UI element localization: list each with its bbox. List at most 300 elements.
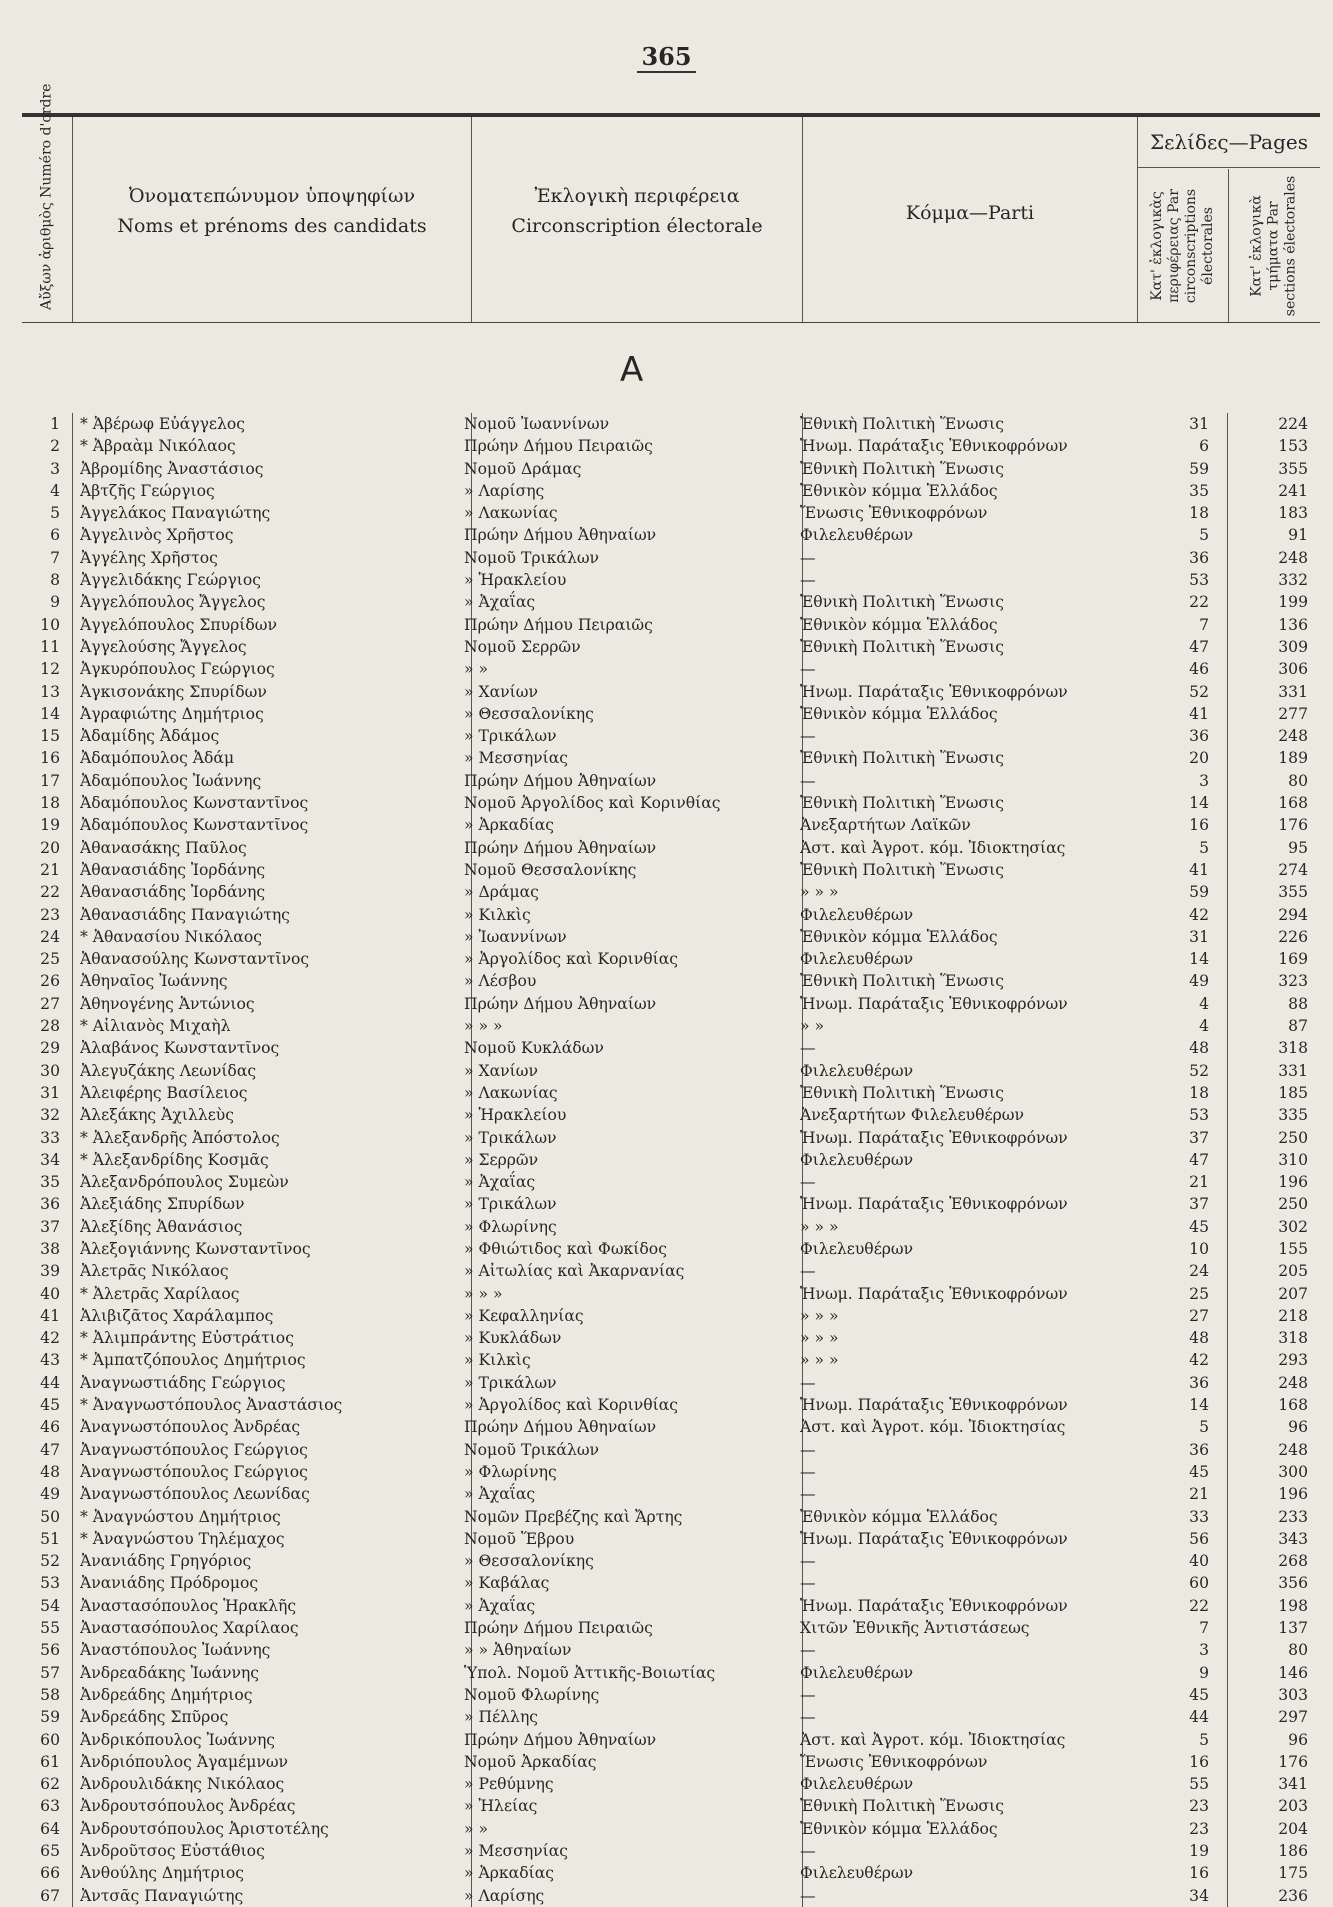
page-sect: 355 (1278, 459, 1308, 478)
party: Ἐθνικὸν κόμμα Ἑλλάδος (800, 615, 998, 634)
row-number: 36 (40, 1195, 60, 1214)
circonscription: » Φλωρίνης (464, 1217, 557, 1236)
row-number: 10 (40, 615, 60, 634)
circonscription: » » » (464, 1284, 503, 1303)
page-circ: 36 (1189, 1440, 1209, 1459)
table-row (22, 1729, 1320, 1751)
circonscription: Νομοῦ Τρικάλων (464, 1440, 600, 1459)
page-circ: 5 (1199, 526, 1209, 545)
row-number: 25 (40, 950, 60, 969)
circonscription: » Ἀχαΐας (464, 1485, 536, 1504)
page-circ: 41 (1189, 860, 1209, 879)
row-number: 3 (50, 459, 60, 478)
circonscription: » Ἀχαΐας (464, 593, 536, 612)
page-circ: 16 (1189, 816, 1209, 835)
row-number: 67 (40, 1886, 60, 1905)
table-row (22, 1639, 1320, 1661)
party: » » (800, 1017, 825, 1036)
page-sect: 95 (1288, 838, 1308, 857)
candidate-name: Ἀθανασάκης Παῦλος (80, 838, 247, 857)
table-row (22, 591, 1320, 613)
table-row (22, 1439, 1320, 1461)
table-row (22, 1416, 1320, 1438)
candidate-name: Ἀναστασόπουλος Ἡρακλῆς (80, 1596, 297, 1615)
candidate-name: * Ἀναγνώστου Δημήτριος (80, 1507, 281, 1526)
table-row (22, 1818, 1320, 1840)
table-row (22, 904, 1320, 926)
party: Φιλελευθέρων (800, 1239, 914, 1258)
page-sect: 96 (1288, 1730, 1308, 1749)
candidate-name: Ἀνδρουτσόπουλος Ἀριστοτέλης (80, 1819, 329, 1838)
circonscription: Νομοῦ Ἀρκαδίας (464, 1752, 597, 1771)
page-sect: 203 (1278, 1797, 1308, 1816)
table-row (22, 881, 1320, 903)
page-sect: 207 (1278, 1284, 1308, 1303)
row-number: 28 (40, 1017, 60, 1036)
table-row (22, 1305, 1320, 1327)
candidate-name: * Ἀβέρωφ Εὐάγγελος (80, 415, 245, 433)
row-number: 60 (40, 1730, 60, 1749)
page-sect: 332 (1278, 571, 1308, 590)
table-row (22, 837, 1320, 859)
page-sect: 91 (1288, 526, 1308, 545)
page-sect: 236 (1278, 1886, 1308, 1905)
table-row (22, 681, 1320, 703)
candidate-name: Ἀβτζῆς Γεώργιος (80, 481, 215, 500)
candidate-name: Ἀγγελόπουλος Σπυρίδων (80, 615, 277, 634)
page-circ: 45 (1189, 1685, 1209, 1704)
party: Ἀνεξαρτήτων Λαϊκῶν (800, 816, 971, 835)
candidate-name: Ἀβρομίδης Ἀναστάσιος (80, 459, 264, 478)
page-circ: 37 (1189, 1128, 1209, 1147)
table-row (22, 1394, 1320, 1416)
row-number: 65 (40, 1842, 60, 1860)
page-sect: 331 (1278, 682, 1308, 701)
circonscription: » Κεφαλληνίας (464, 1306, 584, 1325)
party: Ἐθνικὴ Πολιτικὴ Ἕνωσις (800, 1083, 1004, 1102)
circonscription: » Χανίων (464, 682, 538, 701)
candidate-name: Ἀνδρεάδης Δημήτριος (80, 1685, 253, 1704)
page-sect: 80 (1288, 771, 1308, 790)
page-circ: 10 (1189, 1239, 1209, 1258)
row-number: 66 (40, 1864, 60, 1883)
page-sect: 169 (1278, 950, 1308, 969)
page-sect: 136 (1278, 615, 1308, 634)
party: Ἀστ. καὶ Ἀγροτ. κόμ. Ἰδιοκτησίας (800, 1730, 1066, 1749)
table-row (22, 1104, 1320, 1126)
candidate-name: * Ἀναγνώστου Τηλέμαχος (80, 1529, 285, 1548)
page-circ: 5 (1199, 1418, 1209, 1437)
row-number: 9 (50, 593, 60, 612)
candidate-name: Ἀναγνωστόπουλος Γεώργιος (80, 1462, 308, 1481)
candidate-name: * Ἀλεξανδρίδης Κοσμᾶς (80, 1150, 269, 1169)
page-sect: 248 (1278, 1440, 1308, 1459)
table-row (22, 1885, 1320, 1907)
table-row (22, 948, 1320, 970)
party: Ἐθνικὴ Πολιτικὴ Ἕνωσις (800, 794, 1004, 813)
candidate-name: Ἀθηναῖος Ἰωάννης (80, 972, 228, 991)
table-row (22, 480, 1320, 502)
row-number: 16 (40, 749, 60, 768)
circonscription: » Δράμας (464, 883, 539, 902)
page-circ: 18 (1189, 504, 1209, 523)
header-number-label: Αὔξων ἀριθμὸς Numéro d'ordre (38, 83, 55, 310)
page-circ: 4 (1199, 994, 1209, 1013)
page-circ: 33 (1189, 1507, 1209, 1526)
row-number: 43 (40, 1351, 60, 1370)
row-number: 58 (40, 1685, 60, 1704)
candidate-name: Ἀγραφιώτης Δημήτριος (80, 704, 264, 723)
candidate-name: Ἀθανασιάδης Παναγιώτης (80, 905, 290, 924)
party: — (800, 1462, 816, 1481)
row-number: 15 (40, 727, 60, 746)
candidate-name: * Ἀλεξανδρῆς Ἀπόστολος (80, 1128, 280, 1147)
row-number: 13 (40, 682, 60, 701)
candidate-name: Ἀνδριόπουλος Ἀγαμέμνων (80, 1752, 289, 1771)
row-number: 40 (40, 1284, 60, 1303)
party: » » » (800, 1217, 839, 1236)
table-row (22, 1550, 1320, 1572)
circonscription: » Μεσσηνίας (464, 1842, 569, 1860)
table-row (22, 1193, 1320, 1215)
candidate-name: * Ἀλιμπράντης Εὐστράτιος (80, 1329, 294, 1348)
row-number: 38 (40, 1239, 60, 1258)
row-number: 55 (40, 1619, 60, 1638)
candidate-name: Ἀλεξάκης Ἀχιλλεὺς (80, 1106, 235, 1125)
row-number: 8 (50, 571, 60, 590)
candidate-name: Ἀντσᾶς Παναγιώτης (80, 1886, 244, 1905)
table-row (22, 1862, 1320, 1884)
page-circ: 40 (1189, 1552, 1209, 1571)
circonscription: » Τρικάλων (464, 727, 557, 746)
header-circ-gr: Ἐκλογικὴ περιφέρεια (534, 185, 740, 207)
circonscription: » Λακωνίας (464, 504, 558, 523)
page-circ: 37 (1189, 1195, 1209, 1214)
circonscription: » Κυκλάδων (464, 1329, 562, 1348)
page-sect: 226 (1278, 927, 1308, 946)
page-sect: 87 (1288, 1017, 1308, 1036)
party: — (800, 1485, 816, 1504)
row-number: 53 (40, 1574, 60, 1593)
party: Ἡνωμ. Παράταξις Ἐθνικοφρόνων (800, 1529, 1068, 1548)
table-row (22, 1260, 1320, 1282)
header-number-col (22, 83, 73, 322)
row-number: 51 (40, 1529, 60, 1548)
table-row (22, 1349, 1320, 1371)
page-circ: 14 (1189, 950, 1209, 969)
candidate-name: Ἀδαμόπουλος Ἰωάννης (80, 771, 262, 790)
page-circ: 53 (1189, 571, 1209, 590)
candidate-name: Ἀδαμόπουλος Κωνσταντῖνος (80, 794, 309, 813)
page-sect: 241 (1278, 481, 1308, 500)
row-number: 19 (40, 816, 60, 835)
table-row (22, 1372, 1320, 1394)
table-row (22, 1082, 1320, 1104)
page-circ: 44 (1189, 1708, 1209, 1727)
page-sect: 183 (1278, 504, 1308, 523)
circonscription: » Ἠλείας (464, 1797, 538, 1816)
candidate-name: Ἀλειφέρης Βασίλειος (80, 1083, 248, 1102)
candidate-name: Ἀνθούλης Δημήτριος (80, 1864, 245, 1883)
page-sect: 137 (1278, 1619, 1308, 1638)
table-row (22, 413, 1320, 435)
row-number: 14 (40, 704, 60, 723)
table-row (22, 926, 1320, 948)
page-circ: 45 (1189, 1462, 1209, 1481)
table-row (22, 1506, 1320, 1528)
row-number: 52 (40, 1552, 60, 1571)
circonscription: » » (464, 1819, 489, 1838)
page-circ: 60 (1189, 1574, 1209, 1593)
party: Φιλελευθέρων (800, 1663, 914, 1682)
page-circ: 21 (1189, 1485, 1209, 1504)
page-sect: 168 (1278, 794, 1308, 813)
page-sect: 175 (1278, 1864, 1308, 1883)
page-circ: 16 (1189, 1864, 1209, 1883)
page-sect: 335 (1278, 1106, 1308, 1125)
page-sect: 146 (1278, 1663, 1308, 1682)
page-sect: 189 (1278, 749, 1308, 768)
page-sect: 250 (1278, 1195, 1308, 1214)
circonscription: Πρώην Δήμου Ἀθηναίων (464, 838, 657, 857)
circonscription: » Τρικάλων (464, 1373, 557, 1392)
page-sect: 176 (1278, 816, 1308, 835)
party: » » » (800, 1329, 839, 1348)
page-sect: 204 (1278, 1819, 1308, 1838)
row-number: 6 (50, 526, 60, 545)
table-row (22, 1483, 1320, 1505)
candidate-name: * Ἀναγνωστόπουλος Ἀναστάσιος (80, 1396, 343, 1415)
table-row (22, 1840, 1320, 1862)
page-circ: 24 (1189, 1262, 1209, 1281)
party: — (800, 727, 816, 746)
party: Ἡνωμ. Παράταξις Ἐθνικοφρόνων (800, 1128, 1068, 1147)
row-number: 46 (40, 1418, 60, 1437)
page-sect: 323 (1278, 972, 1308, 991)
candidate-name: Ἀναγνωστόπουλος Λεωνίδας (80, 1485, 310, 1504)
table-row (22, 1127, 1320, 1149)
candidate-name: Ἀδαμόπουλος Ἀδάμ (80, 749, 235, 768)
candidate-name: Ἀνδρικόπουλος Ἰωάννης (80, 1730, 276, 1749)
table-row (22, 614, 1320, 636)
table-row (22, 859, 1320, 881)
row-number: 62 (40, 1775, 60, 1794)
circonscription: Νομοῦ Ἀργολίδος καὶ Κορινθίας (464, 794, 721, 813)
row-number: 33 (40, 1128, 60, 1147)
candidate-name: Ἀνδροῦτσος Εὐστάθιος (80, 1842, 265, 1860)
row-number: 44 (40, 1373, 60, 1392)
page-circ: 36 (1189, 1373, 1209, 1392)
page-sect: 198 (1278, 1596, 1308, 1615)
party: Ἐθνικὸν κόμμα Ἑλλάδος (800, 1507, 998, 1526)
page-sect: 248 (1278, 727, 1308, 746)
table-row (22, 1528, 1320, 1550)
circonscription: » Κιλκὶς (464, 905, 531, 924)
candidate-name: Ἀγγελάκος Παναγιώτης (80, 504, 271, 523)
party: — (800, 1552, 816, 1571)
header-pages-sect-col (1229, 169, 1319, 322)
row-number: 48 (40, 1462, 60, 1481)
party: Ἐθνικὸν κόμμα Ἑλλάδος (800, 1819, 998, 1838)
row-number: 22 (40, 883, 60, 902)
candidate-name: Ἀθανασιάδης Ἰορδάνης (80, 883, 266, 902)
party: — (800, 660, 816, 679)
candidate-name: Ἀδαμίδης Ἀδάμος (80, 727, 220, 746)
page-circ: 46 (1189, 660, 1209, 679)
candidate-name: Ἀναγνωστιάδης Γεώργιος (80, 1373, 286, 1392)
row-number: 11 (40, 637, 60, 656)
party: — (800, 1262, 816, 1281)
candidate-name: Ἀλεγυζάκης Λεωνίδας (80, 1061, 257, 1080)
page-circ: 47 (1189, 1150, 1209, 1169)
party: Ἐθνικὴ Πολιτικὴ Ἕνωσις (800, 593, 1004, 612)
circonscription: » » (464, 660, 489, 679)
header-pages-circ: Κατ' ἐκλογικὰς περιφέρειας Par circonscriptions électorales (1149, 188, 1216, 303)
circonscription: » Κιλκὶς (464, 1351, 531, 1370)
candidate-name: Ἀλεξανδρόπουλος Συμεὼν (80, 1173, 289, 1192)
circonscription: » » Ἀθηναίων (464, 1641, 572, 1660)
page-sect: 205 (1278, 1262, 1308, 1281)
page-circ: 22 (1189, 1596, 1209, 1615)
party: Φιλελευθέρων (800, 905, 914, 924)
party: Ἡνωμ. Παράταξις Ἐθνικοφρόνων (800, 1596, 1068, 1615)
circonscription: Νομοῦ Δράμας (464, 459, 582, 478)
page-circ: 35 (1189, 481, 1209, 500)
page-sect: 153 (1278, 437, 1308, 456)
page-sect: 274 (1278, 860, 1308, 879)
page-sect: 268 (1278, 1552, 1308, 1571)
page-number: 365 (0, 42, 1333, 71)
page-circ: 20 (1189, 749, 1209, 768)
row-number: 42 (40, 1329, 60, 1348)
header-pages-sect: Κατ' ἐκλογικὰ τμήματα Par sections électorales (1248, 175, 1299, 316)
table-header (22, 83, 1320, 323)
page-sect: 248 (1278, 1373, 1308, 1392)
header-pages-circ-col (1138, 169, 1229, 322)
party: — (800, 1440, 816, 1459)
party: Ἐθνικὴ Πολιτικὴ Ἕνωσις (800, 415, 1004, 433)
page-sect: 302 (1278, 1217, 1308, 1236)
party: Ἀστ. καὶ Ἀγροτ. κόμ. Ἰδιοκτησίας (800, 838, 1066, 857)
header-pages: Σελίδες—Pages (1149, 130, 1308, 154)
candidate-name: Ἀγγελιδάκης Γεώργιος (80, 571, 262, 590)
row-number: 64 (40, 1819, 60, 1838)
row-number: 27 (40, 994, 60, 1013)
page-circ: 25 (1189, 1284, 1209, 1303)
row-number: 39 (40, 1262, 60, 1281)
candidate-name: Ἀνανιάδης Γρηγόριος (80, 1552, 252, 1571)
party: Φιλελευθέρων (800, 1061, 914, 1080)
row-number: 26 (40, 972, 60, 991)
circonscription: » Τρικάλων (464, 1195, 557, 1214)
table-row (22, 547, 1320, 569)
table-row (22, 792, 1320, 814)
candidate-name: * Ἀμπατζόπουλος Δημήτριος (80, 1351, 306, 1370)
page-sect: 306 (1278, 660, 1308, 679)
party: Ἐθνικὸν κόμμα Ἑλλάδος (800, 927, 998, 946)
candidate-name: Ἀναγνωστόπουλος Γεώργιος (80, 1440, 308, 1459)
party: » » » (800, 1306, 839, 1325)
table-row (22, 502, 1320, 524)
row-number: 30 (40, 1061, 60, 1080)
row-number: 35 (40, 1173, 60, 1192)
party: — (800, 1373, 816, 1392)
circonscription: » Ἡρακλείου (464, 571, 567, 590)
candidate-name: Ἀνδρουτσόπουλος Ἀνδρέας (80, 1797, 296, 1816)
page-circ: 42 (1189, 905, 1209, 924)
page-circ: 52 (1189, 1061, 1209, 1080)
party: — (800, 1574, 816, 1593)
row-number: 4 (50, 481, 60, 500)
page-circ: 31 (1189, 415, 1209, 433)
page-sect: 341 (1278, 1775, 1308, 1794)
page-sect: 293 (1278, 1351, 1308, 1370)
table-row (22, 747, 1320, 769)
page-sect: 343 (1278, 1529, 1308, 1548)
row-number: 2 (50, 437, 60, 456)
party: » » » (800, 1351, 839, 1370)
table-row (22, 970, 1320, 992)
party: — (800, 1641, 816, 1660)
party: Φιλελευθέρων (800, 1864, 914, 1883)
candidate-name: * Ἀθανασίου Νικόλαος (80, 927, 262, 946)
page-circ: 3 (1199, 771, 1209, 790)
circonscription: » Θεσσαλονίκης (464, 1552, 594, 1571)
circonscription: Νομοῦ Φλωρίνης (464, 1685, 600, 1704)
page-sect: 233 (1278, 1507, 1308, 1526)
table-row (22, 993, 1320, 1015)
circonscription: » Ἀχαΐας (464, 1596, 536, 1615)
page-circ: 59 (1189, 883, 1209, 902)
candidate-name: * Ἀλετρᾶς Χαρίλαος (80, 1284, 240, 1303)
circonscription: » Ἀχαΐας (464, 1173, 536, 1192)
candidate-name: Ἀγγέλης Χρῆστος (80, 548, 218, 567)
page-sect: 356 (1278, 1574, 1308, 1593)
circonscription: Πρώην Δήμου Ἀθηναίων (464, 526, 657, 545)
page-circ: 48 (1189, 1039, 1209, 1058)
circonscription: Νομοῦ Ἰωαννίνων (464, 415, 610, 433)
row-number: 18 (40, 794, 60, 813)
circonscription: » Θεσσαλονίκης (464, 704, 594, 723)
row-number: 20 (40, 838, 60, 857)
row-number: 37 (40, 1217, 60, 1236)
row-number: 5 (50, 504, 60, 523)
table-row (22, 725, 1320, 747)
party: Ἡνωμ. Παράταξις Ἐθνικοφρόνων (800, 682, 1068, 701)
row-number: 41 (40, 1306, 60, 1325)
header-party: Κόμμα—Parti (905, 202, 1035, 224)
candidate-name: Ἀδαμόπουλος Κωνσταντῖνος (80, 816, 309, 835)
table-row (22, 1149, 1320, 1171)
party: Ἐθνικὴ Πολιτικὴ Ἕνωσις (800, 860, 1004, 879)
party: Ἀστ. καὶ Ἀγροτ. κόμ. Ἰδιοκτησίας (800, 1418, 1066, 1437)
circonscription: Πρώην Δήμου Ἀθηναίων (464, 771, 657, 790)
header-name-gr: Ὀνοματεπώνυμον ὑποψηφίων (128, 185, 416, 207)
row-number: 47 (40, 1440, 60, 1459)
circonscription: Νομῶν Πρεβέζης καὶ Ἄρτης (464, 1507, 683, 1526)
circonscription: » Καβάλας (464, 1574, 550, 1593)
party: Ἐθνικὴ Πολιτικὴ Ἕνωσις (800, 1797, 1004, 1816)
table-row (22, 1015, 1320, 1037)
table-row (22, 1461, 1320, 1483)
party: Ἡνωμ. Παράταξις Ἐθνικοφρόνων (800, 1396, 1068, 1415)
candidate-name: Ἀνδρουλιδάκης Νικόλαος (80, 1775, 285, 1794)
candidate-name: * Ἀβραὰμ Νικόλαος (80, 437, 236, 456)
page-circ: 31 (1189, 927, 1209, 946)
table-row (22, 1327, 1320, 1349)
page-sect: 168 (1278, 1396, 1308, 1415)
circonscription: » Ἀργολίδος καὶ Κορινθίας (464, 950, 679, 969)
